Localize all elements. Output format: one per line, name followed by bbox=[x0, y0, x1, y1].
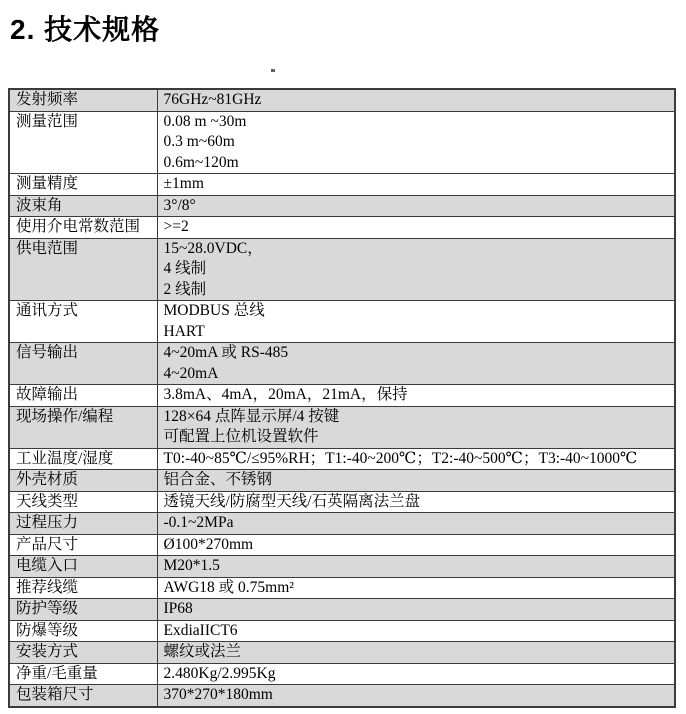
spec-value-line: IP68 bbox=[163, 600, 193, 617]
spec-value-line: 15~28.0VDC， bbox=[163, 239, 263, 257]
spec-value bbox=[157, 620, 675, 642]
spec-value bbox=[157, 513, 675, 535]
spec-table bbox=[8, 88, 676, 708]
spec-value-line: 3°/8° bbox=[163, 196, 196, 214]
spec-value-line: 透镜天线/防腐型天线/石英隔离法兰盘 bbox=[163, 492, 421, 510]
spec-value-line: 128×64 点阵显示屏/4 按键 bbox=[163, 407, 340, 425]
spec-value-line: 4~20mA 或 RS-485 bbox=[163, 344, 289, 361]
spec-value-line: ±1mm bbox=[163, 175, 204, 192]
spec-value bbox=[157, 174, 675, 196]
spec-value bbox=[157, 448, 675, 470]
spec-value-line: 4~20mA bbox=[163, 364, 219, 382]
spec-value bbox=[157, 238, 675, 301]
spec-label: 测量范围 bbox=[9, 111, 157, 174]
table-row bbox=[9, 663, 675, 685]
spec-value-line: AWG18 或 0.75mm² bbox=[163, 578, 294, 596]
table-row bbox=[9, 174, 675, 196]
spec-value-line: 0.6m~120m bbox=[163, 153, 239, 171]
spec-value-line: 0.08 m ~30m bbox=[163, 112, 247, 130]
spec-value bbox=[157, 556, 675, 578]
spec-table-body bbox=[9, 89, 675, 707]
spec-label: 使用介电常数范围 bbox=[9, 217, 157, 239]
table-row bbox=[9, 195, 675, 217]
spec-label: 波束角 bbox=[9, 195, 157, 217]
spec-value-line: MODBUS 总线 bbox=[163, 302, 265, 319]
spec-label: 产品尺寸 bbox=[9, 534, 157, 556]
table-row bbox=[9, 599, 675, 621]
table-row bbox=[9, 620, 675, 642]
spec-value-line: ExdiaIICT6 bbox=[163, 621, 238, 639]
table-row bbox=[9, 556, 675, 578]
spec-value bbox=[157, 663, 675, 685]
table-row bbox=[9, 577, 675, 599]
stray-mark-dot bbox=[271, 69, 275, 72]
table-row bbox=[9, 301, 675, 343]
table-row bbox=[9, 491, 675, 513]
spec-label: 安装方式 bbox=[9, 642, 157, 664]
table-row bbox=[9, 642, 675, 664]
table-row bbox=[9, 685, 675, 707]
table-row bbox=[9, 89, 675, 111]
spec-value bbox=[157, 491, 675, 513]
spec-value bbox=[157, 406, 675, 448]
spec-label: 推荐线缆 bbox=[9, 577, 157, 599]
spec-value-line: 2 线制 bbox=[163, 280, 207, 298]
spec-value-line: >=2 bbox=[163, 218, 189, 235]
spec-label: 净重/毛重量 bbox=[9, 663, 157, 685]
spec-value bbox=[157, 599, 675, 621]
spec-label: 测量精度 bbox=[9, 174, 157, 196]
spec-label: 过程压力 bbox=[9, 513, 157, 535]
spec-value-line: HART bbox=[163, 322, 205, 340]
spec-value-line: Ø100*270mm bbox=[163, 535, 254, 553]
spec-value-line: 2.480Kg/2.995Kg bbox=[163, 664, 276, 682]
spec-label: 包装箱尺寸 bbox=[9, 685, 157, 707]
spec-value bbox=[157, 470, 675, 492]
spec-value bbox=[157, 217, 675, 239]
spec-label: 防爆等级 bbox=[9, 620, 157, 642]
spec-value-line: 76GHz~81GHz bbox=[163, 91, 262, 108]
table-row bbox=[9, 406, 675, 448]
spec-value bbox=[157, 534, 675, 556]
spec-label: 防护等级 bbox=[9, 599, 157, 621]
spec-value-line: 3.8mA、4mA，20mA，21mA，保持 bbox=[163, 386, 408, 403]
table-row bbox=[9, 513, 675, 535]
spec-value bbox=[157, 301, 675, 343]
spec-value-line: 铝合金、不锈钢 bbox=[163, 471, 273, 488]
spec-label: 信号输出 bbox=[9, 343, 157, 385]
spec-value bbox=[157, 343, 675, 385]
table-row bbox=[9, 343, 675, 385]
table-row bbox=[9, 238, 675, 301]
table-row bbox=[9, 448, 675, 470]
spec-value-line: 0.3 m~60m bbox=[163, 133, 235, 150]
spec-value-line: M20*1.5 bbox=[163, 557, 220, 574]
spec-value bbox=[157, 89, 675, 111]
page-title: 2. 技术规格 bbox=[10, 14, 161, 45]
spec-value-line: 螺纹或法兰 bbox=[163, 643, 242, 660]
spec-value bbox=[157, 111, 675, 174]
spec-value bbox=[157, 385, 675, 407]
table-row bbox=[9, 470, 675, 492]
spec-label: 现场操作/编程 bbox=[9, 406, 157, 448]
spec-value-line: 4 线制 bbox=[163, 260, 207, 277]
table-row bbox=[9, 534, 675, 556]
table-row bbox=[9, 217, 675, 239]
spec-value-line: 可配置上位机设置软件 bbox=[163, 428, 319, 445]
spec-value-line: -0.1~2MPa bbox=[163, 514, 234, 531]
spec-value bbox=[157, 642, 675, 664]
spec-label: 发射频率 bbox=[9, 89, 157, 111]
spec-label: 通讯方式 bbox=[9, 301, 157, 343]
spec-value bbox=[157, 577, 675, 599]
spec-value-line: 370*270*180mm bbox=[163, 686, 273, 703]
table-row bbox=[9, 385, 675, 407]
spec-label: 工业温度/湿度 bbox=[9, 448, 157, 470]
spec-label: 电缆入口 bbox=[9, 556, 157, 578]
spec-value-line: T0:-40~85℃/≤95%RH；T1:-40~200℃；T2:-40~500℃；T3:-40~1000℃ bbox=[163, 449, 638, 467]
spec-value bbox=[157, 685, 675, 707]
spec-label: 外壳材质 bbox=[9, 470, 157, 492]
table-row bbox=[9, 111, 675, 174]
spec-label: 天线类型 bbox=[9, 491, 157, 513]
spec-value bbox=[157, 195, 675, 217]
spec-label: 故障输出 bbox=[9, 385, 157, 407]
spec-label: 供电范围 bbox=[9, 238, 157, 301]
